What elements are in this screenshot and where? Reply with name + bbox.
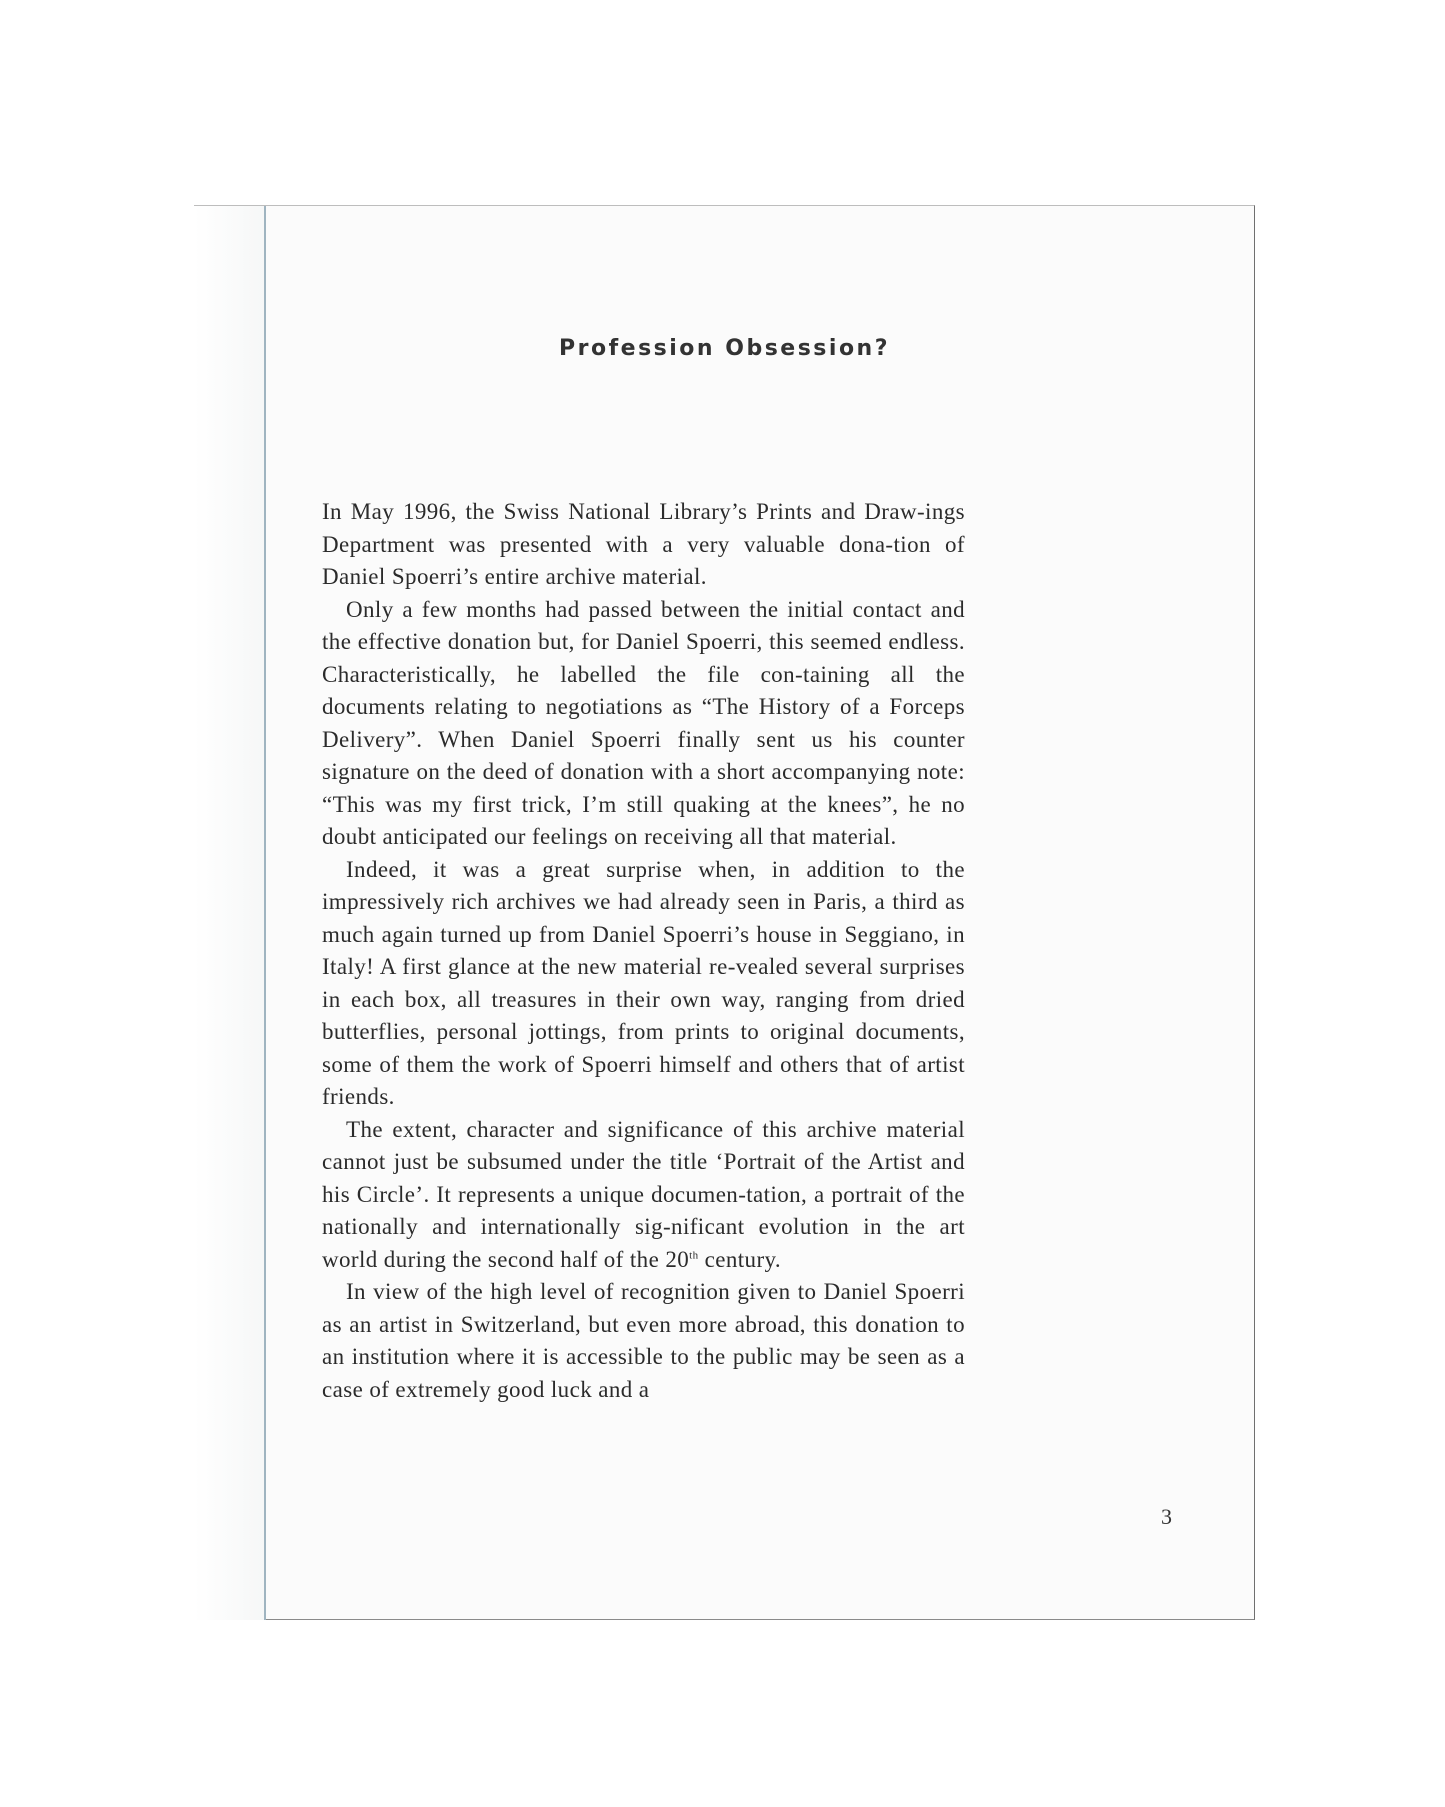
paragraph: Only a few months had passed between the initial contact and the effective donation but, for Daniel Spoerri, this seemed endless. Characteristically, he labelled the file con-taining all the documents relating to negotiations as “The History of a Forceps Delivery”. When Daniel Spoerri finally sent us his counter signature on the deed of donation with a short accompanying note: “This was my first trick, I’m still quaking at the knees”, he no doubt anticipated our feelings on receiving all that material.: [322, 596, 965, 849]
ordinal-suffix: th: [689, 1248, 699, 1261]
body-text: [322, 496, 965, 1406]
book-page: [194, 205, 1255, 1620]
paragraph: [322, 1114, 965, 1277]
paragraph: Indeed, it was a great surprise when, in addition to the impressively rich archives we had already seen in Paris, a third as much again turned up from Daniel Spoerri’s house in Seggiano, in Italy! A first glance at the new material re-vealed several surprises in each box, all treasures in their own way, ranging from dried butterflies, personal jottings, from prints to original documents, some of them the work of Spoerri himself and others that of artist friends.: [322, 856, 965, 1109]
page-number: 3: [1161, 1504, 1172, 1529]
paragraph: In May 1996, the Swiss National Library’s Prints and Draw-ings Department was presented with a very valuable dona-tion of Daniel Spoerri’s entire archive material.: [322, 499, 965, 589]
paragraph: In view of the high level of recognition given to Daniel Spoerri as an artist in Switzerland, but even more abroad, this donation to an institution where it is accessible to the public may be seen as a case of extremely good luck and a: [322, 1279, 965, 1402]
page-title: Profession Obsession?: [559, 336, 890, 361]
page-gutter-shadow: [194, 206, 264, 1620]
paragraph-text: The extent, character and significance of this archive material cannot just be subsumed under the title ‘Portrait of the Artist and his Circle’. It represents a unique documen-tation, a portrait of the nationally and internationally sig-nificant evolution in the art world during the second half of the 20: [322, 1116, 965, 1272]
paragraph-tail: century.: [698, 1246, 782, 1272]
page-spine-line: [264, 206, 266, 1620]
